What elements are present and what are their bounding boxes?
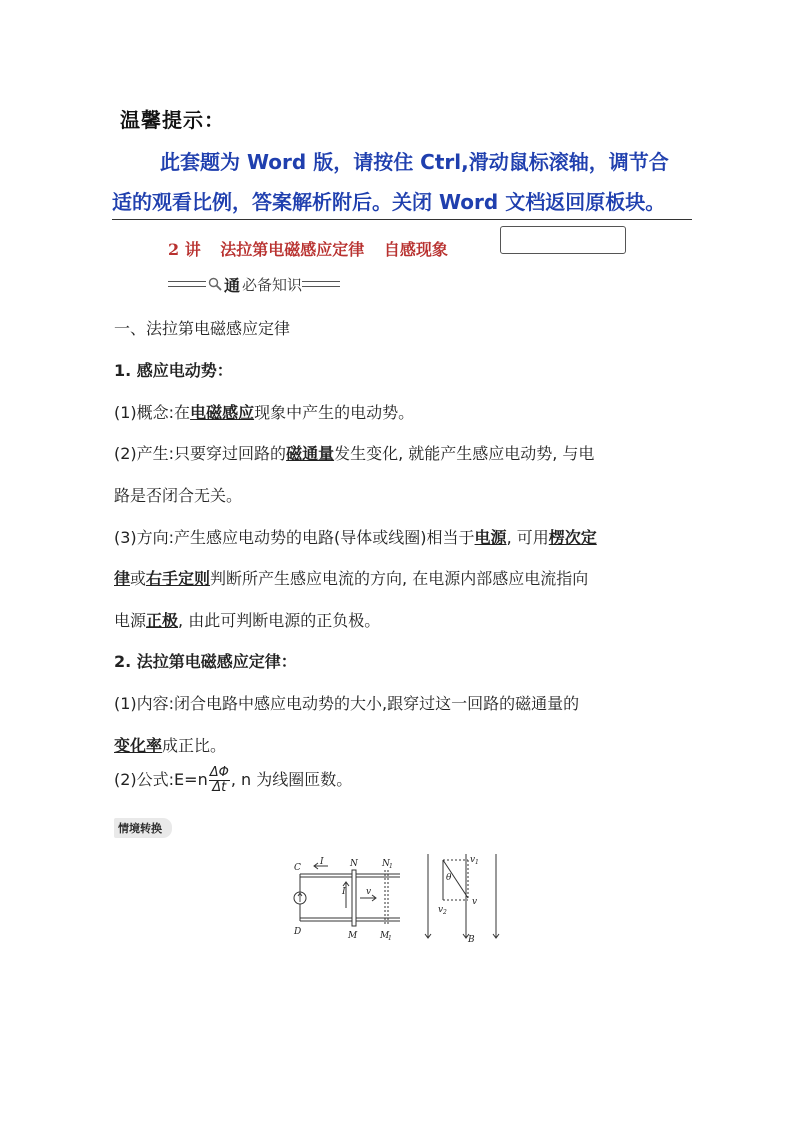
svg-text:C: C (294, 863, 301, 873)
para-concept: (1)概念:在电磁感应现象中产生的电动势。 (114, 403, 415, 422)
svg-text:v: v (470, 855, 476, 865)
lecture-title-main: 法拉第电磁感应定律 (220, 240, 365, 259)
para-direction-end: 电源正极, 由此可判断电源的正负极。 (114, 611, 381, 630)
para-direction-cont: 律或右手定则判断所产生感应电流的方向, 在电源内部感应电流指向 (114, 569, 589, 588)
svg-text:v: v (366, 887, 372, 897)
svg-text:1: 1 (389, 863, 393, 870)
para-produce: (2)产生:只要穿过回路的磁通量发生变化, 就能产生感应电动势, 与电 (114, 444, 595, 463)
heading-2: 1. 感应电动势： (114, 361, 233, 380)
svg-text:1: 1 (388, 935, 392, 942)
lecture-number: 2 讲 (168, 240, 201, 259)
empty-input-box[interactable] (500, 226, 626, 254)
svg-text:N: N (350, 859, 358, 869)
para-content: (1)内容:闭合电路中感应电动势的大小,跟穿过这一回路的磁通量的 (114, 694, 580, 713)
para-content-cont: 变化率成正比。 (114, 736, 227, 755)
svg-text:M: M (348, 931, 358, 941)
notice-line-1: 此套题为 Word 版，请按住 Ctrl,滑动鼠标滚轴，调节合 (160, 150, 669, 174)
para-produce-cont: 路是否闭合无关。 (114, 486, 243, 505)
svg-text:D: D (294, 927, 302, 937)
svg-text:θ: θ (446, 873, 452, 883)
tip-title: 温馨提示： (120, 108, 225, 132)
heading-1: 一、法拉第电磁感应定律 (114, 319, 291, 338)
circuit-figure (288, 850, 508, 946)
notice-line-2: 适的观看比例，答案解析附后。关闭 Word 文档返回原板块。 (112, 186, 692, 220)
banner-label: 必备知识 (242, 275, 303, 294)
para-direction: (3)方向:产生感应电动势的电路(导体或线圈)相当于电源, 可用楞次定 (114, 528, 597, 547)
lecture-title-sub: 自感现象 (383, 240, 448, 259)
svg-text:I: I (342, 887, 346, 897)
svg-text:N: N (382, 859, 390, 869)
svg-text:B: B (468, 935, 475, 945)
svg-text:I: I (320, 857, 324, 867)
section-banner (168, 272, 340, 296)
formula-fraction: $\frac{\Delta\Phi}{\Delta t}$ (209, 765, 229, 795)
svg-text:v: v (438, 905, 444, 915)
para-formula: (2)公式:E=n $\frac{\Delta\Phi}{\Delta t}$ , n 为线圈匝数。 (114, 765, 353, 795)
lecture-title (168, 237, 462, 260)
banner-rule-left (168, 281, 206, 287)
magnifier-icon (208, 277, 222, 291)
svg-text:v: v (472, 897, 478, 907)
svg-text:1: 1 (475, 859, 479, 866)
heading-3: 2. 法拉第电磁感应定律： (114, 652, 297, 671)
svg-text:M: M (380, 931, 390, 941)
scenario-badge: 情境转换 (114, 818, 172, 838)
tong-icon: 通 (224, 275, 241, 295)
svg-text:2: 2 (443, 909, 447, 916)
banner-rule-right (302, 281, 340, 287)
